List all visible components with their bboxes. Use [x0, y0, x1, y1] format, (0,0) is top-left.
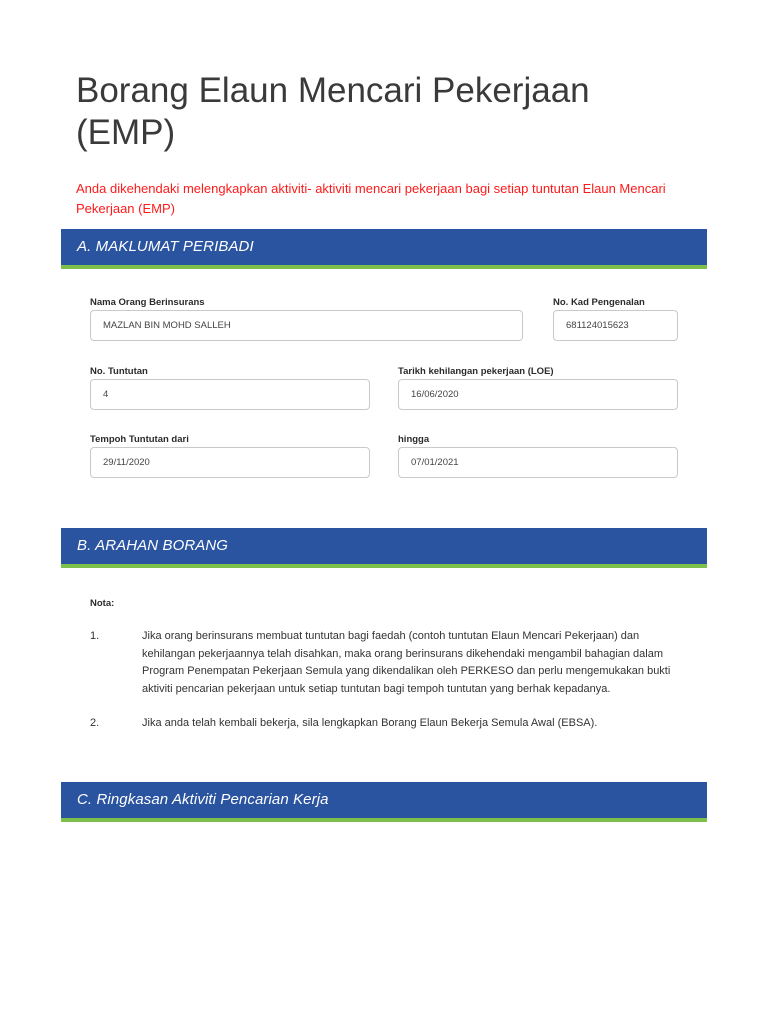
tempoh-dari-field[interactable]: 29/11/2020 [90, 447, 370, 478]
page-title: Borang Elaun Mencari Pekerjaan (EMP) [76, 71, 590, 152]
kad-pengenalan-label: No. Kad Pengenalan [553, 297, 645, 308]
nota-text: Jika orang berinsurans membuat tuntutan bagi faedah (contoh tuntutan Elaun Mencari Pekerjaan) dan kehilangan pekerjaannya telah disahkan, maka orang berinsurans dikehendaki mengambil bahagian dalam Program Penempatan Pekerjaan Semula yang dikendalikan oleh PERKESO dan perlu mengemukakan bukti aktiviti pencarian pekerjaan untuk setiap tuntutan bagi tempoh tuntutan yang berhak kepadanya. [142, 630, 671, 695]
nama-label: Nama Orang Berinsurans [90, 297, 205, 308]
section-b-title: B. ARAHAN BORANG [77, 537, 229, 554]
loe-label: Tarikh kehilangan pekerjaan (LOE) [398, 366, 554, 377]
section-b-header [61, 528, 707, 568]
nota-text: Jika anda telah kembali bekerja, sila lengkapkan Borang Elaun Bekerja Semula Awal (EBSA). [142, 717, 598, 729]
nota-number: 1. [90, 630, 100, 642]
nota-item [90, 715, 680, 735]
kad-pengenalan-field[interactable]: 681124015623 [553, 310, 678, 341]
section-c-title: C. Ringkasan Aktiviti Pencarian Kerja [77, 791, 329, 808]
hingga-label: hingga [398, 434, 430, 445]
nota-item [90, 628, 680, 716]
tempoh-dari-label: Tempoh Tuntutan dari [90, 434, 189, 445]
intro-text: Anda dikehendaki melengkapkan aktiviti- aktiviti mencari pekerjaan bagi setiap tuntutan Elaun Mencari Pekerjaan (EMP) [76, 181, 666, 216]
no-tuntutan-label: No. Tuntutan [90, 366, 148, 377]
hingga-field[interactable]: 07/01/2021 [398, 447, 678, 478]
section-a-header [61, 229, 707, 269]
nama-field[interactable]: MAZLAN BIN MOHD SALLEH [90, 310, 523, 341]
section-c-header [61, 782, 707, 822]
nota-number: 2. [90, 717, 100, 729]
loe-date-field[interactable]: 16/06/2020 [398, 379, 678, 410]
nota-label: Nota: [90, 598, 115, 609]
no-tuntutan-field[interactable]: 4 [90, 379, 370, 410]
section-a-title: A. MAKLUMAT PERIBADI [77, 238, 254, 255]
